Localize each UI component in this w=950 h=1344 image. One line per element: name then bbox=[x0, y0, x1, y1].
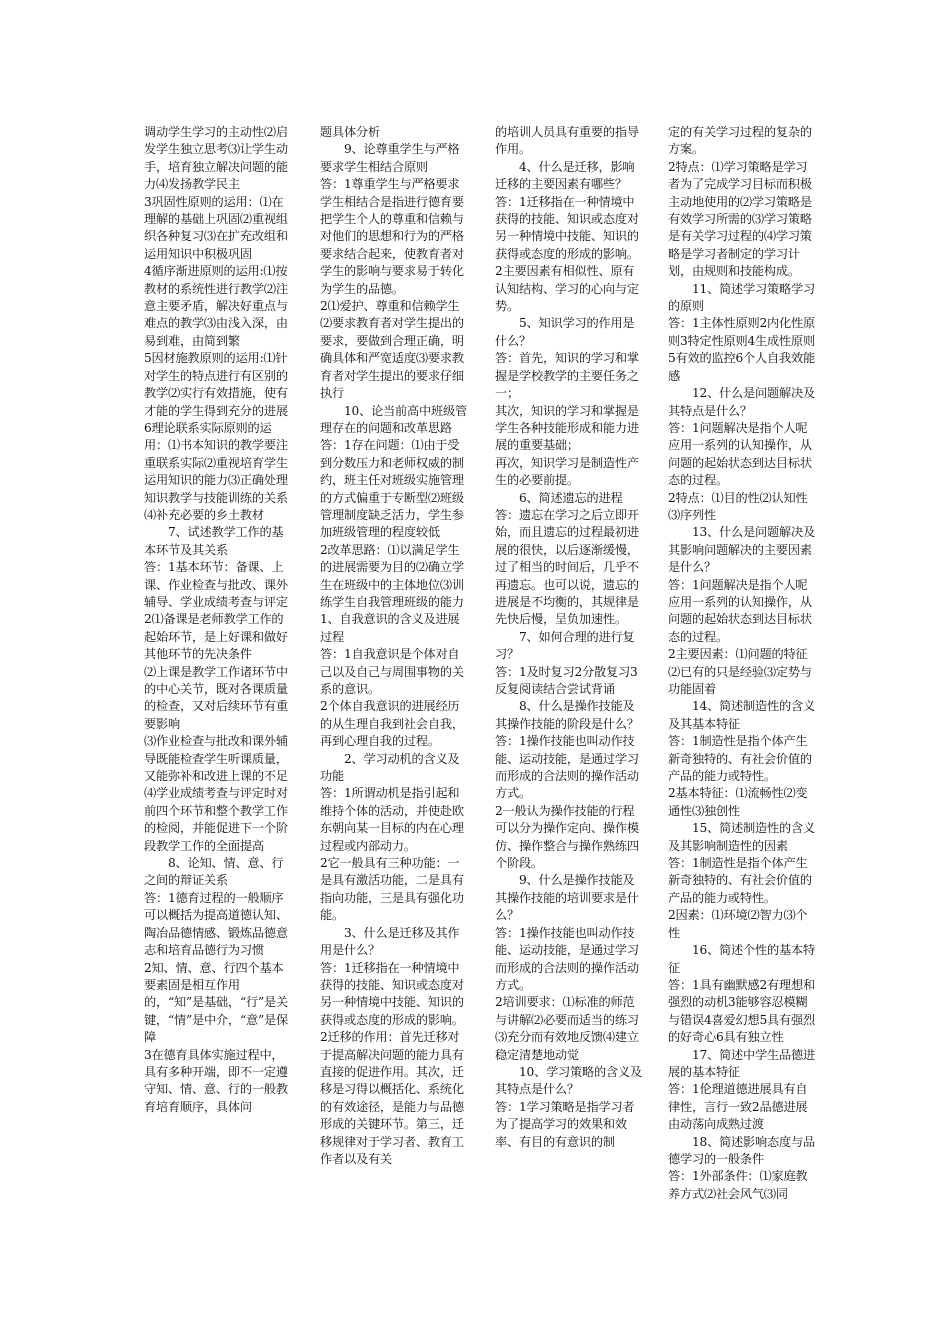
paragraph: 8、论知、情、意、行之间的辩证关系 bbox=[144, 856, 284, 888]
paragraph: 12、什么是问题解决及其特点是什么？ bbox=[668, 386, 815, 418]
paragraph: 10、论当前高中班级管理存在的问题和改革思路 bbox=[320, 403, 467, 435]
paragraph: 答：1迁移指在一种情境中获得的技能、知识或态度对另一种情境中技能、知识的获得或态度的形成的影响。 bbox=[320, 960, 464, 1027]
paragraph: 3在德育具体实施过程中，具有多种开端，即不一定遵守知、情、意、行的一般教育培育顺序，具体问 bbox=[144, 1047, 288, 1114]
paragraph: 答：1外部条件：⑴家庭教养方式⑵社会风气⑶同 bbox=[668, 1169, 808, 1201]
paragraph: 答：1具有幽默感2有理想和强烈的动机3能够容忍模糊与错误4喜爱幻想5具有强烈的好奇心6具有独立性 bbox=[668, 977, 815, 1045]
paragraph: ⑶作业检查与批改和课外辅导既能检查学生听课质量，又能弥补和改进上课的不足 bbox=[144, 734, 288, 784]
paragraph: 2一般认为操作技能的行程可以分为操作定向、操作模仿、操作整合与操作熟练四个阶段。 bbox=[495, 803, 639, 871]
paragraph: 4循序渐进原则的运用:⑴按教材的系统性进行教学⑵注意主要矛盾，解决好重点与难点的教学⑶由浅入深，由易到难，由简到繁 bbox=[144, 264, 288, 348]
paragraph: 其次，知识的学习和掌握是学生各种技能形成和能力进展的重要基础； bbox=[495, 403, 639, 453]
paragraph: 9、论尊重学生与严格要求学生相结合原则 bbox=[320, 142, 460, 174]
paragraph: 14、简述制造性的含义及其基本特征 bbox=[668, 699, 815, 731]
paragraph: 答：1操作技能也叫动作技能、运动技能，是通过学习而形成的合法则的操作活动方式。 bbox=[495, 734, 639, 801]
paragraph: 答：1德育过程的一般顺序可以概括为提高道德认知、陶冶品德情感、锻炼品德意志和培育品德行为习惯 bbox=[144, 890, 288, 958]
paragraph: 16、简述个性的基本特征 bbox=[668, 943, 815, 975]
text-column-2 bbox=[320, 124, 470, 1168]
paragraph: ⑵上课是教学工作诸环节中的中心关节，既对各课质量的检查，又对后续环节有重要影响 bbox=[144, 664, 288, 731]
paragraph: 3、什么是迁移及其作用是什么？ bbox=[320, 925, 460, 958]
paragraph: 10、学习策略的含义及其特点是什么？ bbox=[495, 1064, 642, 1097]
paragraph: ⑷学业成绩考查与评定时对前四个环节和整个教学工作的检阅，并能促进下一个阶段教学工作的全面提高 bbox=[144, 786, 288, 853]
paragraph: 答：1自我意识是个体对自己以及自己与周围事物的关系的意识。 bbox=[320, 647, 464, 696]
paragraph: 答：首先，知识的学习和掌握是学校教学的主要任务之一； bbox=[495, 351, 639, 401]
paragraph: 8、什么是操作技能及其操作技能的阶段是什么？ bbox=[495, 699, 639, 731]
paragraph: 18、简述影响态度与品德学习的一般条件 bbox=[668, 1134, 815, 1166]
text-column-3 bbox=[495, 124, 645, 1151]
paragraph: 2、学习动机的含义及功能 bbox=[320, 751, 460, 784]
paragraph: 6理论联系实际原则的运用：⑴书本知识的教学要注重联系实际⑵重视培育学生运用知识的能力⑶正确处理知识教学与技能训练的关系⑷补充必要的乡土教材 bbox=[144, 420, 288, 522]
paragraph: 答：1所谓动机是指引起和维持个体的活动，并使赴欧东朝向某一目标的内在心理过程或内部动力。 bbox=[320, 786, 464, 853]
paragraph: 答：1制造性是指个体产生新奇独特的、有社会价值的产品的能力或特性。 bbox=[668, 734, 812, 784]
paragraph: 17、简述中学生品德进展的基本特征 bbox=[668, 1047, 815, 1079]
paragraph: 2主要因素有相似性、原有认知结构、学习的心向与定势。 bbox=[495, 264, 639, 314]
paragraph: 答：1迁移指在一种情境中获得的技能、知识或态度对另一种情境中技能、知识的获得或态度的形成的影响。 bbox=[495, 194, 639, 261]
paragraph: 答：1伦理道德进展具有自律性，言行一致2品德进展由动荡向成熟过渡 bbox=[668, 1082, 808, 1132]
paragraph: 再次，知识学习是制造性产生的必要前提。 bbox=[495, 455, 639, 488]
paragraph: 2⑴备课是老师教学工作的起始环节，是上好课和做好其他环节的先决条件 bbox=[144, 612, 288, 662]
paragraph: 答：1制造性是指个体产生新奇独特的、有社会价值的产品的能力或特性。 bbox=[668, 856, 812, 905]
paragraph: 11、简述学习策略学习的原则 bbox=[668, 281, 815, 314]
paragraph: 5、知识学习的作用是什么？ bbox=[495, 316, 635, 348]
paragraph: 7、如何合理的进行复习？ bbox=[495, 629, 635, 662]
paragraph: 2主要因素：⑴问题的特征⑵已有的只是经验⑶定势与功能固着 bbox=[668, 647, 812, 696]
paragraph: 定的有关学习过程的复杂的方案。 bbox=[668, 125, 812, 157]
paragraph: 2特点：⑴目的性⑵认知性⑶序列性 bbox=[668, 490, 808, 522]
paragraph: 2因素：⑴环境⑵智力⑶个性 bbox=[668, 908, 808, 940]
paragraph: 2改革思路：⑴以满足学生的进展需要为目的⑵确立学生在班级中的主体地位⑶训练学生自我管理班级的能力1、自我意识的含义及进展过程 bbox=[320, 542, 464, 644]
paragraph: 15、简述制造性的含义及其影响制造性的因素 bbox=[668, 821, 815, 853]
paragraph: 4、什么是迁移，影响迁移的主要因素有哪些？ bbox=[495, 159, 635, 192]
paragraph: 13、什么是问题解决及其影响问题解决的主要因素是什么？ bbox=[668, 525, 815, 575]
paragraph: 3巩固性原则的运用：⑴在理解的基础上巩固⑵重视组织各种复习⑶在扩充改组和运用知识中积极巩固 bbox=[144, 194, 288, 261]
paragraph: 2基本特征：⑴流畅性⑵变通性⑶独创性 bbox=[668, 786, 808, 818]
paragraph: 2个体自我意识的进展经历的从生理自我到社会自我，再到心理自我的过程。 bbox=[320, 699, 464, 749]
paragraph: 答：1问题解决是指个人呢应用一系列的认知操作，从问题的起始状态到达目标状态的过程。 bbox=[668, 420, 812, 488]
paragraph: 题具体分析 bbox=[320, 125, 380, 139]
paragraph: 答：1操作技能也叫动作技能、运动技能，是通过学习而形成的合法则的操作活动方式。 bbox=[495, 925, 639, 992]
paragraph: 答：遗忘在学习之后立即开始，而且遗忘的过程最初进展的很快，以后逐渐缓慢，过了相当的时间后，几乎不再遗忘。也可以说，遗忘的进展是不均衡的，其规律是先快后慢，呈负加速性。 bbox=[495, 507, 639, 627]
paragraph: 2培训要求：⑴标准的师范与讲解⑵必要而适当的练习⑶充分而有效地反馈⑷建立稳定清楚地动觉 bbox=[495, 995, 639, 1062]
paragraph: 的培训人员具有重要的指导作用。 bbox=[495, 125, 639, 157]
paragraph: 答：1及时复习2分散复习3反复阅读结合尝试背诵 bbox=[495, 664, 638, 696]
text-column-4 bbox=[668, 124, 818, 1203]
paragraph: 2迁移的作用：首先迁移对于提高解决问题的能力具有直接的促进作用。其次，迁移是习得以概括化、系统化的有效途径，是能力与品德形成的关键环节。第三，迁移规律对于学习者、教育工作者以及有关 bbox=[320, 1030, 464, 1166]
paragraph: 6、简述遗忘的进程 bbox=[495, 490, 623, 505]
paragraph: 2它一般具有三种功能：一是具有激活功能，二是具有指向功能，三是具有强化功能。 bbox=[320, 856, 464, 923]
paragraph: 答：1问题解决是指个人呢应用一系列的认知操作，从问题的起始状态到达目标状态的过程。 bbox=[668, 577, 812, 644]
paragraph: 答：1存在问题：⑴由于受到分数压力和老师权威的制约，班主任对班级实施管理的方式偏重于专断型⑵班级管理制度缺乏活力，学生参加班级管理的程度较低 bbox=[320, 438, 464, 540]
paragraph: 答：1主体性原则2内化性原则3特定性原则4生成性原则5有效的监控6个人自我效能感 bbox=[668, 316, 815, 383]
text-column-1 bbox=[144, 124, 294, 1116]
paragraph: 答：1尊重学生与严格要求学生相结合是指进行德育要把学生个人的尊重和信赖与对他们的思想和行为的严格要求结合起来，使教育者对学生的影响与要求易于转化为学生的品德。 bbox=[320, 177, 464, 296]
paragraph: 5因材施教原则的运用:⑴针对学生的特点进行有区别的教学⑵实行有效措施，使有才能的学生得到充分的进展 bbox=[144, 351, 288, 418]
paragraph: 7、试述教学工作的基本环节及其关系 bbox=[144, 525, 284, 557]
paragraph: 调动学生学习的主动性⑵启发学生独立思考⑶让学生动手，培育独立解决问题的能力⑷发扬教学民主 bbox=[144, 125, 288, 192]
paragraph: 2⑴爱护、尊重和信赖学生⑵要求教育者对学生提出的要求，要做到合理正确，明确具体和严宽适度⑶要求教育者对学生提出的要求仔细执行 bbox=[320, 299, 464, 401]
paragraph: 2特点：⑴学习策略是学习者为了完成学习目标而积极主动地使用的⑵学习策略是有效学习所需的⑶学习策略是有关学习过程的⑷学习策略是学习者制定的学习计划，由规则和技能构成。 bbox=[668, 159, 812, 279]
paragraph: 答：1基本环节：备课、上课、作业检查与批改、课外辅导、学业成绩考查与评定 bbox=[144, 560, 288, 609]
paragraph: 2知、情、意、行四个基本要素固是相互作用的，“知”是基础，“行”是关键，“情”是中介，“意”是保障 bbox=[144, 960, 288, 1045]
paragraph: 答：1学习策略是指学习者为了提高学习的效果和效率、有目的有意识的制 bbox=[495, 1099, 635, 1149]
paragraph: 9、什么是操作技能及其操作技能的培训要求是什么？ bbox=[495, 873, 639, 923]
